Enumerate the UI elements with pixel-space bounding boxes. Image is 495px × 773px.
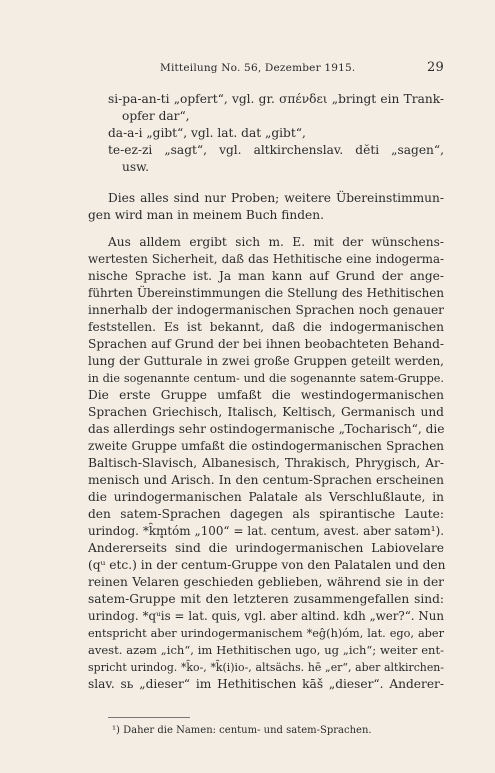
running-header xyxy=(88,62,444,80)
text-line: da-a-i „gibt“, vgl. lat. dat „gibt“, xyxy=(108,126,306,140)
text-line: in die sogenannte centum- und die sogenannte satem-Gruppe. xyxy=(88,372,444,385)
text-line: Aus alldem ergibt sich m. E. mit der wünschens- xyxy=(108,235,444,249)
text-line: Dies alles sind nur Proben; weitere Übereinstimmun- xyxy=(108,191,444,205)
text-line: opfer dar“, xyxy=(122,109,190,123)
text-line: usw. xyxy=(122,160,149,174)
footnote-divider xyxy=(108,717,190,718)
text-line: reinen Velaren geschieden geblieben, während sie in der xyxy=(88,575,444,589)
text-line: zweite Gruppe umfaßt die ostindogermanischen Sprachen xyxy=(88,439,444,453)
text-line: avest. azəm „ich“, im Hethitischen ugo, ug „ich“; weiter ent- xyxy=(88,643,444,657)
text-line: satem-Gruppe mit den letzteren zusammengefallen sind: xyxy=(88,592,444,606)
text-line: innerhalb der indogermanischen Sprachen noch genauer xyxy=(88,303,444,317)
text-line: si-pa-an-ti „opfert“, vgl. gr. σπένδει „bringt ein Trank- xyxy=(108,92,444,106)
text-line: Sprachen Griechisch, Italisch, Keltisch, Germanisch und xyxy=(88,405,444,419)
text-line: urindog. *k̑m̥tóm „100“ = lat. centum, avest. aber satəm¹). xyxy=(88,524,444,538)
text-line: Sprachen auf Grund der bei ihnen beobachteten Behand- xyxy=(88,337,444,351)
text-line: wertesten Sicherheit, daß das Hethitische eine indogerma- xyxy=(88,252,444,266)
text-line: slav. sь „dieser“ im Hethitischen kāš „dieser“. Anderer- xyxy=(88,677,444,691)
text-line: Die erste Gruppe umfaßt die westindogermanischen xyxy=(88,388,444,402)
text-line: feststellen. Es ist bekannt, daß die indogermanischen xyxy=(88,320,444,334)
text-line: (qᵘ etc.) in der centum-Gruppe von den Palatalen und den xyxy=(88,558,446,572)
text-line: führten Übereinstimmungen die Stellung des Hethitischen xyxy=(88,286,444,300)
text-line: das allerdings sehr ostindogermanische „Tocharisch“, die xyxy=(88,422,445,436)
text-line: Andererseits sind die urindogermanischen Labiovelare xyxy=(88,541,444,555)
text-line: menisch und Arisch. In den centum-Sprachen erscheinen xyxy=(88,473,444,487)
text-line: lung der Gutturale in zwei große Gruppen geteilt werden, xyxy=(88,354,444,368)
footnote: ¹) Daher die Namen: centum- und satem-Sprachen. xyxy=(112,725,372,736)
text-line: den satem-Sprachen dagegen als spirantische Laute: xyxy=(88,507,444,521)
text-line: te-ez-zi „sagt“, vgl. altkirchenslav. dĕti „sagen“, xyxy=(108,143,444,157)
text-line: gen wird man in meinem Buch finden. xyxy=(88,208,324,222)
text-line: die urindogermanischen Palatale als Verschlußlaute, in xyxy=(88,490,444,504)
text-line: nische Sprache ist. Ja man kann auf Grund der ange- xyxy=(88,269,444,283)
text-line: spricht urindog. *k̑o-, *k̑(i)io-, altsächs. hē „er“, aber altkirchen- xyxy=(88,661,444,674)
text-line: entspricht aber urindogermanischem *eĝ(h)óm, lat. ego, aber xyxy=(88,627,444,640)
page-number: 29 xyxy=(427,60,444,75)
header-title: Mitteilung No. 56, Dezember 1915. xyxy=(160,62,356,74)
text-line: Baltisch-Slavisch, Albanesisch, Thrakisch, Phrygisch, Ar- xyxy=(88,456,444,470)
text-line: urindog. *qᵘis = lat. quis, vgl. aber altind. kdh „wer?“. Nun xyxy=(88,609,444,623)
